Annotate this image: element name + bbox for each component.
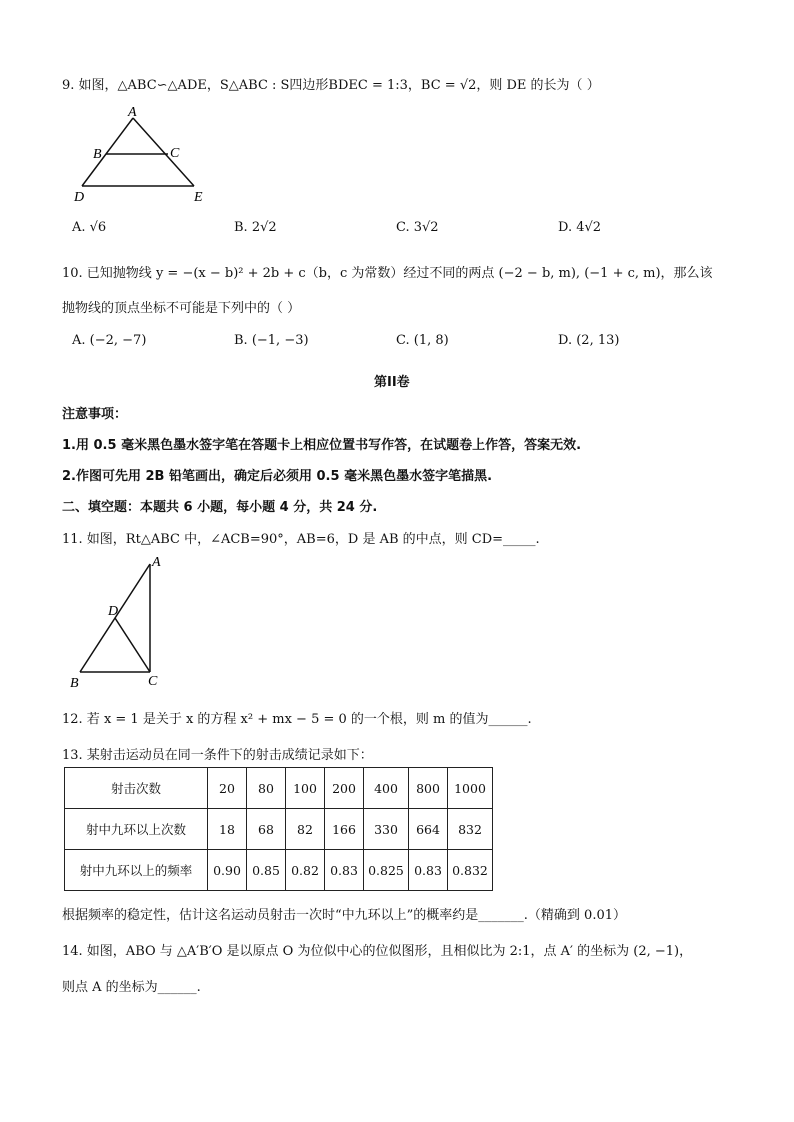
table-cell: 0.83 [409,850,448,891]
q11-stem: 11. 如图，Rt△ABC 中，∠ACB=90°，AB=6，D 是 AB 的中点，则 CD=_____. [62,532,540,547]
table-cell: 800 [409,768,448,809]
q10-option-a: A. (−2, −7) [72,333,147,348]
table-row-label: 射中九环以上次数 [65,809,208,850]
q10-stem-line1: 10. 已知抛物线 y = −(x − b)² + 2b + c（b，c 为常数）经过不同的两点 (−2 − b, m), (−1 + c, m)，那么该 [62,266,713,281]
q10-option-c: C. (1, 8) [396,333,449,348]
q10-option-b: B. (−1, −3) [234,333,309,348]
table-cell: 0.825 [364,850,409,891]
q11-label-b: B [70,676,79,690]
notice-item-2: 2.作图可先用 2B 铅笔画出，确定后必须用 0.5 毫米黑色墨水签字笔描黑. [62,469,493,484]
q9-figure [70,102,220,206]
fill-in-heading: 二、填空题：本题共 6 小题，每小题 4 分，共 24 分. [62,500,378,515]
q14-stem-line1: 14. 如图，ABO 与 △A′B′O 是以原点 O 为位似中心的位似图形，且相似比为 2:1，点 A′ 的坐标为 (2, −1)， [62,944,693,959]
q9-option-b: B. 2√2 [234,220,277,235]
q9-label-d: D [74,190,85,205]
q9-stem: 9. 如图，△ABC∽△ADE，S△ABC : S四边形BDEC = 1:3，BC = √2，则 DE 的长为（ ） [62,78,600,93]
table-row-label: 射中九环以上的频率 [65,850,208,891]
q11-label-c: C [148,674,158,689]
q9-label-c: C [170,146,180,161]
table-cell: 100 [286,768,325,809]
q9-option-a: A. √6 [72,220,107,235]
table-cell: 330 [364,809,409,850]
table-cell: 82 [286,809,325,850]
q9-option-c: C. 3√2 [396,220,439,235]
table-cell: 0.83 [325,850,364,891]
q11-label-d: D [108,604,119,619]
table-cell: 0.90 [208,850,247,891]
q13-frequency-table [64,767,493,891]
table-cell: 832 [448,809,493,850]
table-row [65,768,493,809]
table-cell: 0.85 [247,850,286,891]
notice-item-1: 1.用 0.5 毫米黑色墨水签字笔在答题卡上相应位置书写作答，在试题卷上作答，答案无效. [62,438,582,453]
section-title: 第II卷 [374,375,410,390]
table-cell: 1000 [448,768,493,809]
table-cell: 68 [247,809,286,850]
q9-label-a: A [128,105,137,120]
table-cell: 0.82 [286,850,325,891]
table-cell: 166 [325,809,364,850]
q9-option-d: D. 4√2 [558,220,602,235]
table-cell: 664 [409,809,448,850]
table-cell: 0.832 [448,850,493,891]
notice-title: 注意事项： [62,407,128,422]
table-cell: 18 [208,809,247,850]
table-cell: 80 [247,768,286,809]
table-cell: 200 [325,768,364,809]
q9-label-b: B [93,147,102,162]
table-cell: 400 [364,768,409,809]
q10-stem-line2: 抛物线的顶点坐标不可能是下列中的（ ） [62,301,301,316]
q13-stem: 13. 某射击运动员在同一条件下的射击成绩记录如下： [62,748,373,763]
table-row-label: 射击次数 [65,768,208,809]
q10-option-d: D. (2, 13) [558,333,620,348]
q14-stem-line2: 则点 A 的坐标为______. [62,980,201,995]
q12-stem: 12. 若 x = 1 是关于 x 的方程 x² + mx − 5 = 0 的一个根，则 m 的值为______. [62,712,532,727]
table-row [65,850,493,891]
q9-label-e: E [194,190,203,205]
q11-label-a: A [152,555,161,570]
table-cell: 20 [208,768,247,809]
q13-after-text: 根据频率的稳定性，估计这名运动员射击一次时“中九环以上”的概率约是_______.（精确到 0.01） [62,908,627,923]
table-row [65,809,493,850]
q11-figure [66,552,176,690]
